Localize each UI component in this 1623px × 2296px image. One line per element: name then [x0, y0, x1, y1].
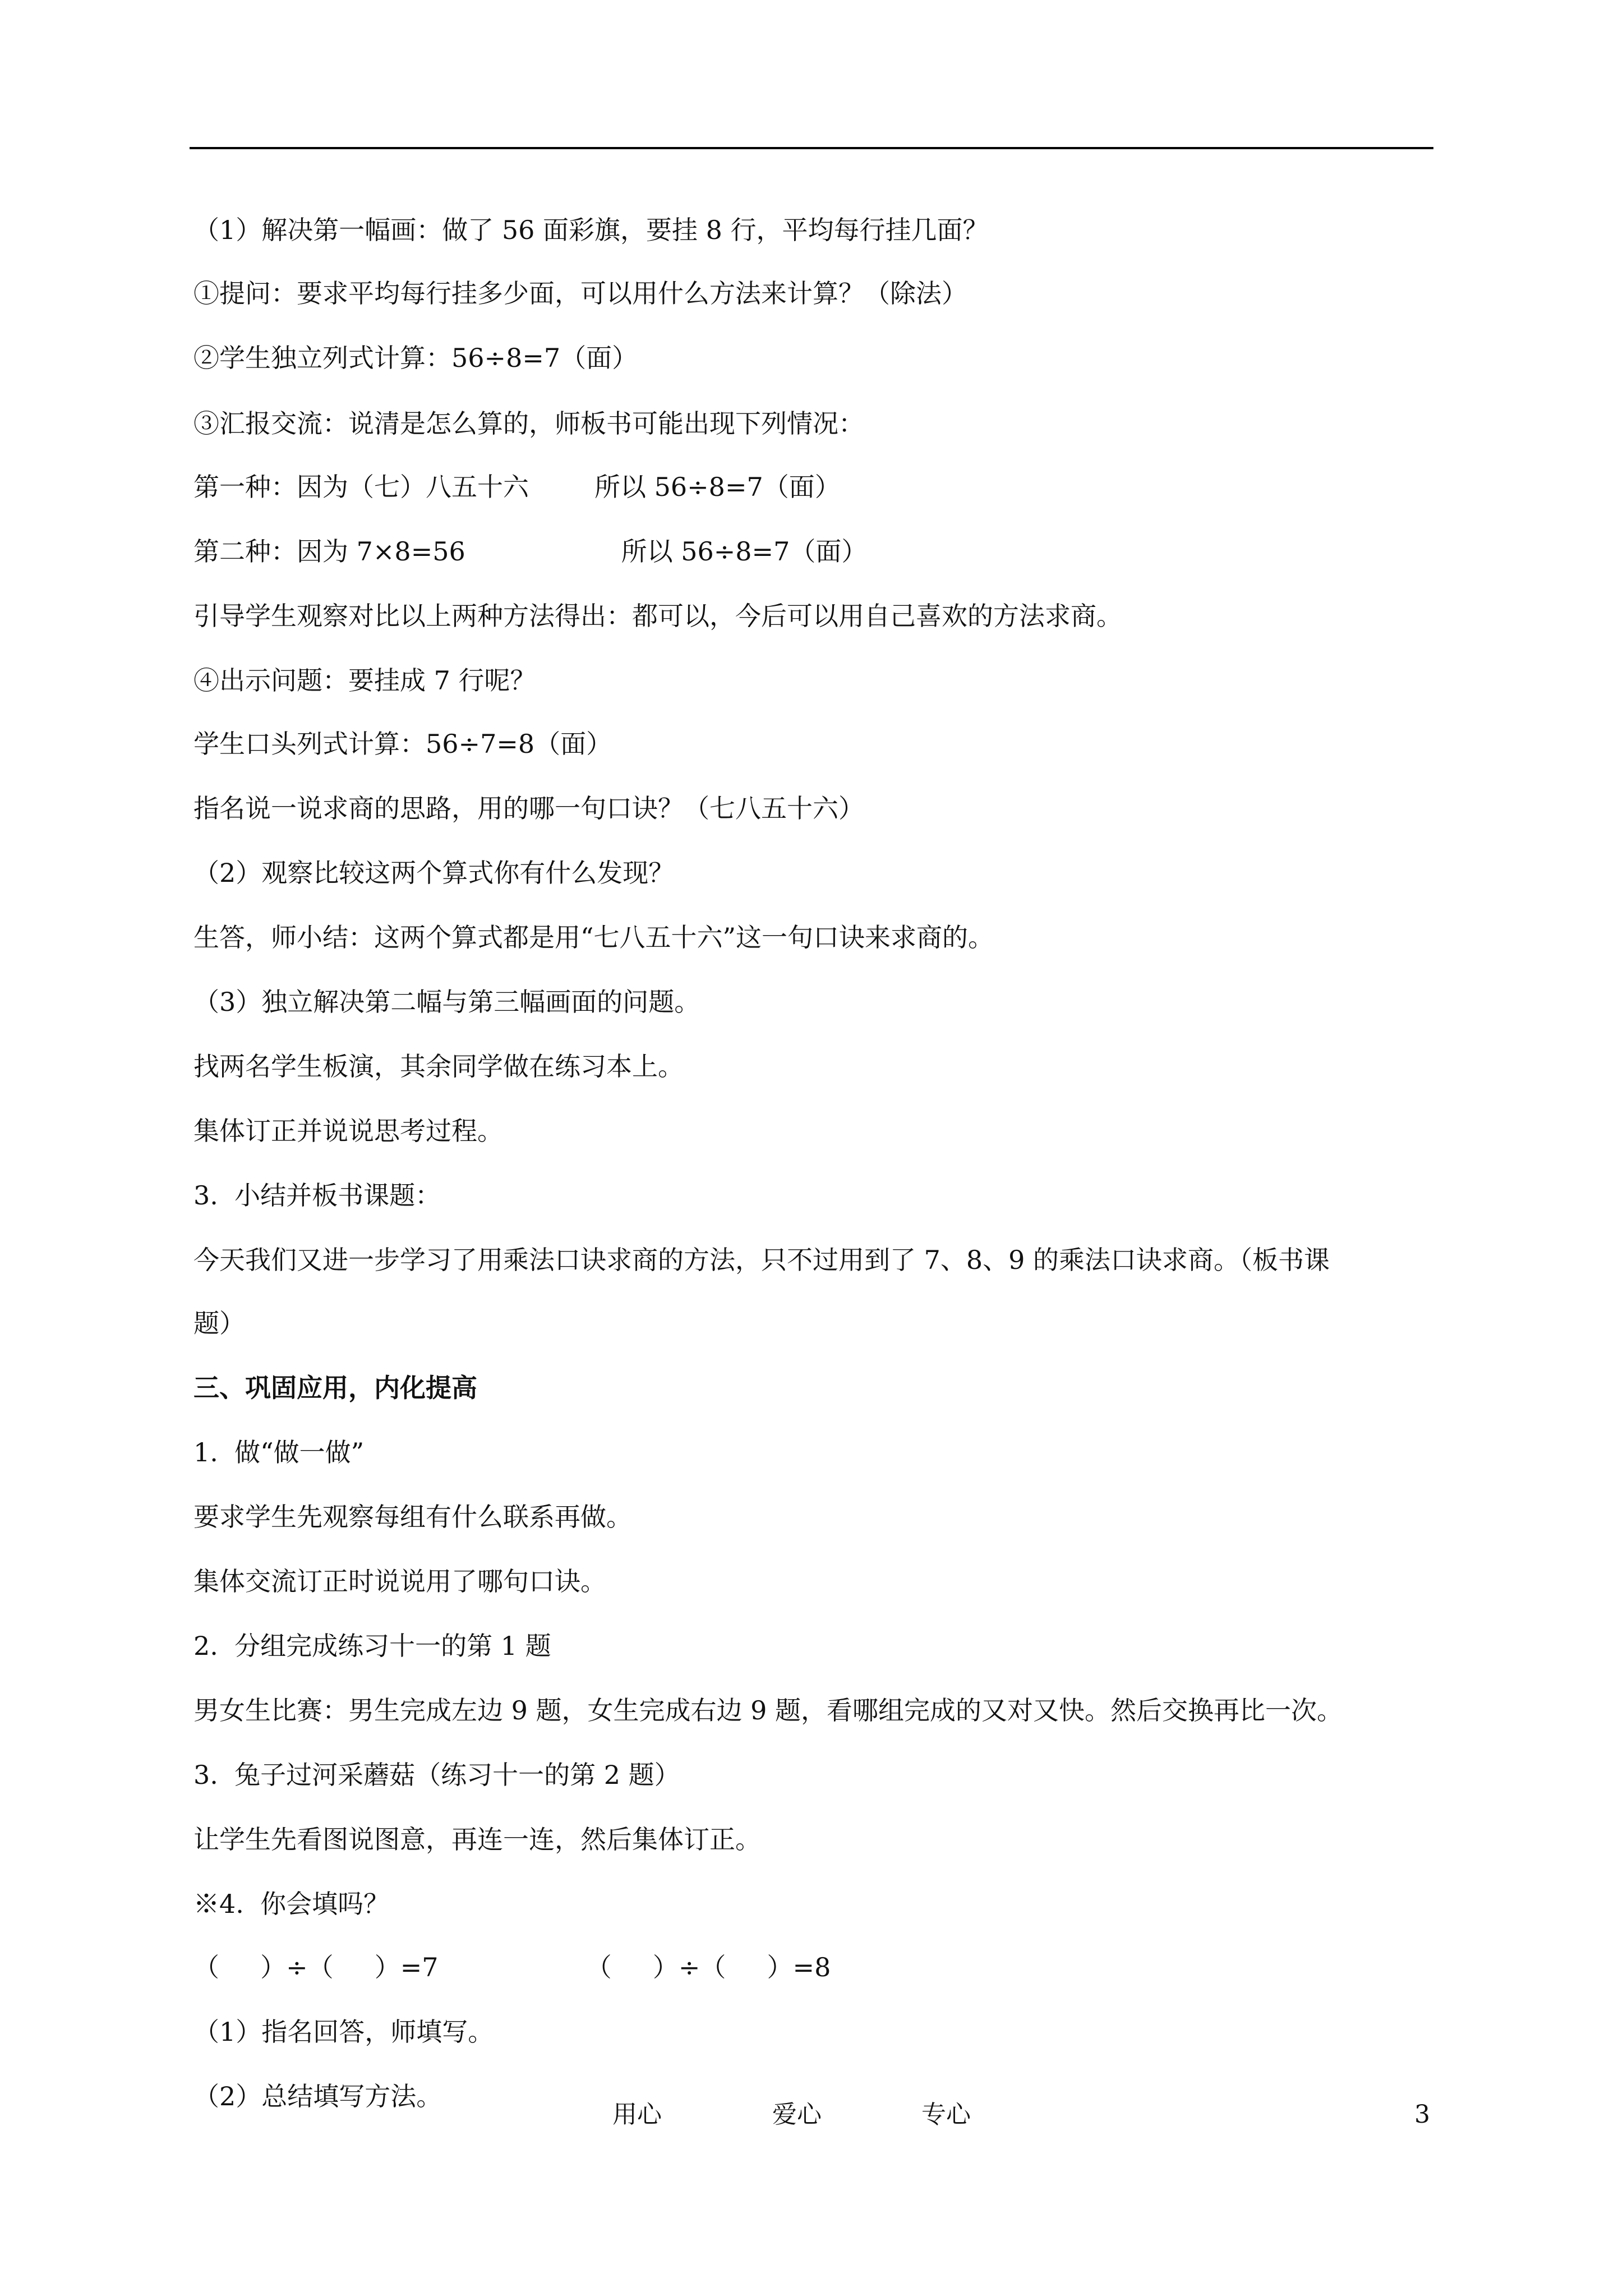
- text-line: （1）指名回答，师填写。: [193, 2017, 494, 2047]
- text-line: （2）观察比较这两个算式你有什么发现？: [193, 858, 675, 888]
- footer-motto-3: 专心: [921, 2100, 971, 2129]
- text-line: 指名说一说求商的思路，用的哪一句口诀？（七八五十六）: [193, 793, 864, 823]
- text-line: 第二种：因为 7×8=56 所以 56÷8=7（面）: [193, 536, 868, 567]
- text-line: （3）独立解决第二幅与第三幅画面的问题。: [193, 987, 700, 1017]
- text-line: 第一种：因为（七）八五十六 所以 56÷8=7（面）: [193, 472, 841, 502]
- text-line: 集体交流订正时说说用了哪句口诀。: [193, 1566, 606, 1596]
- text-line: 要求学生先观察每组有什么联系再做。: [193, 1502, 632, 1532]
- text-line: 3. 兔子过河采蘑菇（练习十一的第 2 题）: [193, 1760, 680, 1790]
- text-line: ③汇报交流：说清是怎么算的，师板书可能出现下列情况：: [193, 408, 864, 439]
- footer-motto-1: 用心: [612, 2100, 662, 2129]
- text-line: 集体订正并说说思考过程。: [193, 1116, 503, 1146]
- text-line: （2）总结填写方法。: [193, 2081, 442, 2111]
- section-heading: 三、巩固应用，内化提高: [193, 1373, 477, 1403]
- header-rule: [190, 147, 1433, 149]
- text-line: 男女生比赛：男生完成左边 9 题，女生完成右边 9 题，看哪组完成的又对又快。然后交换再比一次。: [193, 1695, 1343, 1726]
- text-line: 1. 做“做一做”: [193, 1437, 365, 1467]
- text-line: （ ）÷（ ）=7 （ ）÷（ ）=8: [193, 1952, 831, 1982]
- footer-motto-2: 爱心: [772, 2100, 822, 2129]
- text-line: ④出示问题：要挂成 7 行呢？: [193, 665, 536, 696]
- text-line: ①提问：要求平均每行挂多少面，可以用什么方法来计算？（除法）: [193, 278, 967, 309]
- text-line: ※4. 你会填吗？: [193, 1889, 390, 1919]
- text-line: 2. 分组完成练习十一的第 1 题: [193, 1631, 551, 1661]
- text-line: 学生口头列式计算：56÷7=8（面）: [193, 729, 612, 759]
- text-line: 找两名学生板演，其余同学做在练习本上。: [193, 1051, 684, 1082]
- text-line: （1）解决第一幅画：做了 56 面彩旗，要挂 8 行，平均每行挂几面？: [193, 215, 989, 245]
- text-line: 题）: [193, 1308, 245, 1338]
- text-line: 让学生先看图说图意，再连一连，然后集体订正。: [193, 1824, 761, 1855]
- text-line: 3. 小结并板书课题：: [193, 1180, 441, 1211]
- page-number: 3: [1414, 2100, 1430, 2129]
- text-line: 今天我们又进一步学习了用乘法口诀求商的方法，只不过用到了 7、8、9 的乘法口诀求商。（板书课: [193, 1245, 1330, 1275]
- text-line: ②学生独立列式计算：56÷8=7（面）: [193, 343, 638, 373]
- text-line: 生答，师小结：这两个算式都是用“七八五十六”这一句口诀来求商的。: [193, 922, 994, 953]
- text-line: 引导学生观察对比以上两种方法得出：都可以，今后可以用自己喜欢的方法求商。: [193, 601, 1122, 631]
